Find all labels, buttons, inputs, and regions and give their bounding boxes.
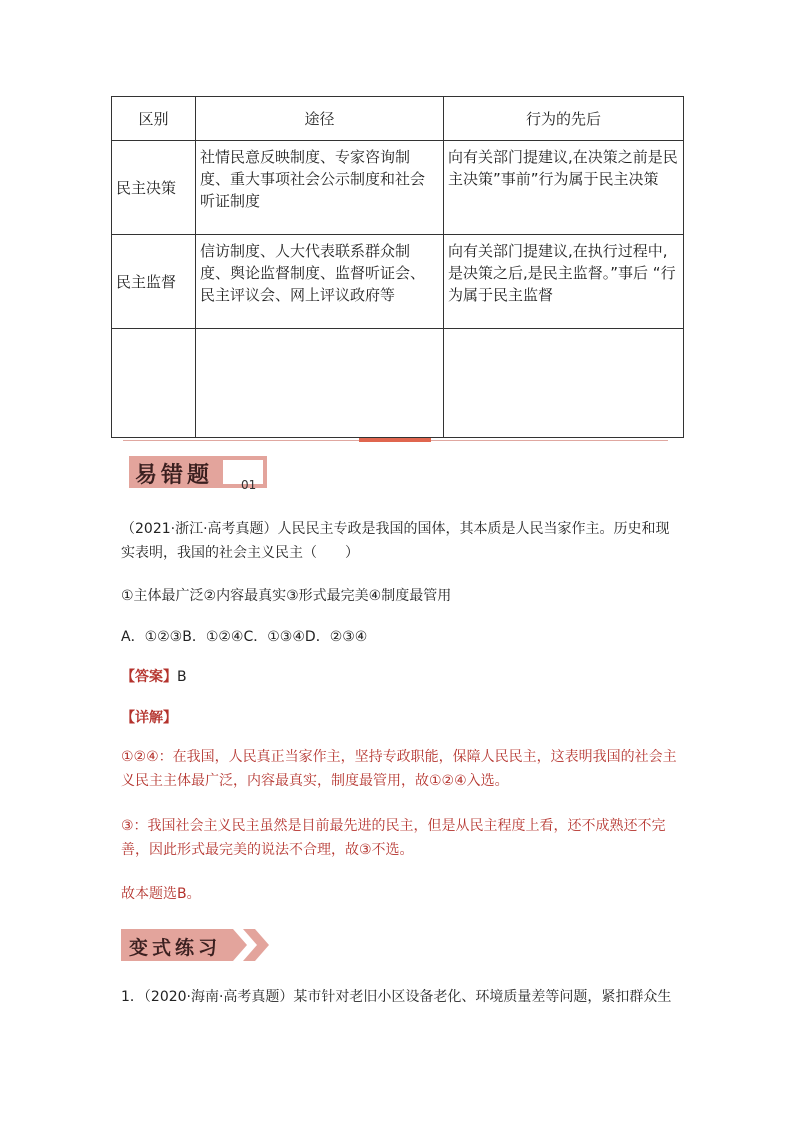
section-title: 变式练习 bbox=[129, 937, 222, 959]
section-title: 易错题 bbox=[135, 462, 214, 488]
comparison-table bbox=[111, 96, 684, 438]
table-row bbox=[112, 141, 684, 235]
question-options: A．①②③B．①②④C．①③④D．②③④ bbox=[121, 629, 368, 645]
conclusion: 故本题选B。 bbox=[121, 886, 201, 902]
empty-cell bbox=[112, 329, 196, 438]
header-cell: 区别 bbox=[112, 97, 196, 141]
question-stem: （2021·浙江·高考真题）人民民主专政是我国的国体，其本质是人民当家作主。历史和现实表明，我国的社会主义民主（ ） bbox=[121, 521, 670, 561]
divider-accent bbox=[359, 438, 431, 442]
timing-cell: 向有关部门提建议,在执行过程中,是决策之后,是民主监督。”事后 “行为属于民主监督 bbox=[444, 235, 684, 329]
explanation-2: ③：我国社会主义民主虽然是目前最先进的民主，但是从民主程度上看，还不成熟还不完善，因此形式最完美的说法不合理，故③不选。 bbox=[121, 818, 666, 858]
timing-cell: 向有关部门提建议,在决策之前是民主决策”事前”行为属于民主决策 bbox=[444, 141, 684, 235]
answer-line bbox=[121, 665, 681, 689]
row-label: 民主决策 bbox=[112, 141, 196, 235]
route-cell: 信访制度、人大代表联系群众制度、舆论监督制度、监督听证会、民主评议会、网上评议政府等 bbox=[196, 235, 444, 329]
table-header-row bbox=[112, 97, 684, 141]
header-cell: 途径 bbox=[196, 97, 444, 141]
header-cell: 行为的先后 bbox=[444, 97, 684, 141]
table-row-empty bbox=[112, 329, 684, 438]
empty-cell bbox=[444, 329, 684, 438]
row-label: 民主监督 bbox=[112, 235, 196, 329]
route-cell: 社情民意反映制度、专家咨询制度、重大事项社会公示制度和社会听证制度 bbox=[196, 141, 444, 235]
section-tag-practice bbox=[121, 929, 271, 961]
question-items: ①主体最广泛②内容最真实③形式最完美④制度最管用 bbox=[121, 588, 452, 604]
table-row bbox=[112, 235, 684, 329]
answer-value: B bbox=[177, 669, 187, 685]
explanation-1: ①②④：在我国，人民真正当家作主，坚持专政职能，保障人民民主，这表明我国的社会主义民主主体最广泛，内容最真实，制度最管用，故①②④入选。 bbox=[121, 749, 677, 789]
answer-label: 【答案】 bbox=[121, 669, 177, 685]
section-number: 01 bbox=[241, 478, 257, 492]
practice-question-1: 1．（2020·海南·高考真题）某市针对老旧小区设备老化、环境质量差等问题，紧扣群众生 bbox=[121, 989, 672, 1005]
detail-label: 【详解】 bbox=[121, 710, 177, 726]
empty-cell bbox=[196, 329, 444, 438]
